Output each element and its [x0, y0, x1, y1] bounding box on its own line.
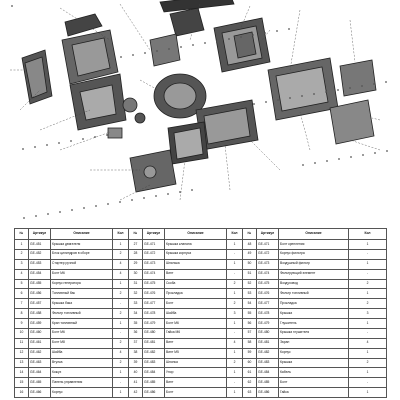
table-cell: Воздушный фильтр: [279, 259, 349, 269]
table-cell: Упор: [165, 368, 227, 378]
table-cell: GE-486: [257, 388, 279, 398]
table-cell: -: [227, 328, 243, 338]
table-cell: GE-485: [143, 378, 165, 388]
callout-dot: [179, 191, 181, 193]
callout-dot: [326, 160, 328, 162]
table-cell: 30: [129, 269, 143, 279]
parts-table: [14, 228, 387, 398]
table-cell: 57: [243, 328, 257, 338]
table-cell: 56: [243, 319, 257, 329]
table-cell: GE-476: [143, 289, 165, 299]
table-cell: 53: [243, 289, 257, 299]
table-cell: GE-472: [257, 249, 279, 259]
callout-dot: [119, 201, 121, 203]
table-cell: GE-478: [143, 309, 165, 319]
header-cell: Артикул: [29, 229, 51, 240]
table-cell: 2: [227, 358, 243, 368]
table-cell: GE-477: [143, 299, 165, 309]
table-cell: 7: [15, 299, 29, 309]
table-cell: Болт M6: [51, 269, 113, 279]
table-row: [15, 269, 387, 279]
table-cell: 1: [349, 259, 387, 269]
table-cell: 2: [349, 279, 387, 289]
table-row: [15, 309, 387, 319]
table-cell: GE-474: [143, 269, 165, 279]
callout-dot: [349, 87, 351, 89]
table-cell: 4: [113, 348, 129, 358]
table-cell: GE-478: [257, 309, 279, 319]
header-cell: Описание: [165, 229, 227, 240]
table-row: [15, 299, 387, 309]
table-cell: Болт крепления: [279, 240, 349, 250]
table-cell: GE-475: [257, 279, 279, 289]
callout-dot: [59, 211, 61, 213]
table-cell: GE-483: [257, 358, 279, 368]
table-row: [15, 378, 387, 388]
callout-dot: [385, 81, 387, 83]
callout-dot: [155, 195, 157, 197]
table-cell: GE-462: [29, 348, 51, 358]
table-cell: 6: [15, 289, 29, 299]
callout-dot: [338, 158, 340, 160]
table-cell: GE-466: [29, 388, 51, 398]
table-cell: 40: [129, 368, 143, 378]
table-cell: Кабель: [279, 368, 349, 378]
callout-dot: [106, 134, 108, 136]
table-cell: GE-480: [257, 328, 279, 338]
table-row: [15, 338, 387, 348]
header-cell: Описание: [51, 229, 113, 240]
table-cell: GE-481: [257, 338, 279, 348]
callout-dot: [192, 44, 194, 46]
table-cell: 1: [227, 319, 243, 329]
callout-dot: [252, 34, 254, 36]
table-cell: 1: [227, 348, 243, 358]
table-cell: 48: [243, 240, 257, 250]
callout-dot: [23, 217, 25, 219]
callout-dot: [217, 109, 219, 111]
table-cell: 1: [349, 240, 387, 250]
callout-dot: [46, 144, 48, 146]
table-cell: 14: [15, 368, 29, 378]
table-cell: 1: [349, 388, 387, 398]
table-cell: 4: [227, 338, 243, 348]
table-cell: GE-482: [257, 348, 279, 358]
table-cell: Шпилька: [165, 259, 227, 269]
table-cell: GE-474: [257, 269, 279, 279]
table-cell: -: [349, 378, 387, 388]
callout-dot: [131, 199, 133, 201]
callout-dot: [70, 140, 72, 142]
table-cell: Винт: [165, 378, 227, 388]
table-cell: GE-459: [29, 319, 51, 329]
callout-dot: [240, 36, 242, 38]
table-cell: Шайба: [51, 348, 113, 358]
callout-dot: [229, 107, 231, 109]
callout-dot: [277, 99, 279, 101]
table-cell: 27: [129, 240, 143, 250]
callout-dot: [361, 85, 363, 87]
header-cell: №: [129, 229, 143, 240]
table-cell: Экран: [279, 338, 349, 348]
callout-dot: [58, 142, 60, 144]
table-cell: Крышка бака: [51, 299, 113, 309]
table-cell: 2: [349, 358, 387, 368]
table-cell: GE-463: [29, 358, 51, 368]
table-cell: 42: [129, 388, 143, 398]
callout-dot: [107, 203, 109, 205]
parts-table-body: [15, 240, 387, 398]
table-cell: GE-465: [29, 378, 51, 388]
table-cell: 1: [349, 348, 387, 358]
table-cell: 1: [349, 319, 387, 329]
table-cell: GE-485: [257, 378, 279, 388]
table-cell: GE-460: [29, 328, 51, 338]
table-cell: GE-482: [143, 348, 165, 358]
table-cell: -: [349, 249, 387, 259]
table-row: [15, 328, 387, 338]
table-cell: 31: [129, 279, 143, 289]
table-cell: Блок цилиндров в сборе: [51, 249, 113, 259]
table-cell: Крышка двигателя: [51, 240, 113, 250]
table-cell: Болт: [165, 299, 227, 309]
table-cell: GE-452: [29, 249, 51, 259]
callout-dot: [180, 46, 182, 48]
table-cell: 51: [243, 269, 257, 279]
table-cell: 2: [113, 338, 129, 348]
table-row: [15, 348, 387, 358]
table-cell: Топливный бак: [51, 289, 113, 299]
table-cell: 1: [349, 289, 387, 299]
table-cell: GE-483: [143, 358, 165, 368]
callout-dot: [82, 138, 84, 140]
callout-dot: [191, 189, 193, 191]
header-cell: №: [15, 229, 29, 240]
table-cell: -: [113, 378, 129, 388]
table-cell: Винт M5: [165, 348, 227, 358]
table-row: [15, 368, 387, 378]
table-cell: 1: [113, 319, 129, 329]
table-cell: -: [113, 299, 129, 309]
table-row: [15, 319, 387, 329]
table-cell: GE-486: [143, 388, 165, 398]
table-cell: 32: [129, 289, 143, 299]
header-cell: Кол: [349, 229, 387, 240]
callout-dot: [120, 56, 122, 58]
table-cell: 28: [129, 249, 143, 259]
table-cell: GE-484: [143, 368, 165, 378]
table-cell: 16: [15, 388, 29, 398]
callout-dot: [11, 5, 13, 7]
callout-dot: [167, 193, 169, 195]
table-cell: 4: [349, 338, 387, 348]
callout-dot: [276, 30, 278, 32]
table-cell: GE-464: [29, 368, 51, 378]
table-cell: 3: [15, 259, 29, 269]
table-cell: 2: [113, 358, 129, 368]
callout-dot: [325, 91, 327, 93]
table-cell: 1: [227, 368, 243, 378]
table-row: [15, 388, 387, 398]
header-cell: №: [243, 229, 257, 240]
header-cell: Кол: [113, 229, 129, 240]
table-cell: GE-457: [29, 299, 51, 309]
table-cell: 4: [113, 269, 129, 279]
table-cell: -: [227, 249, 243, 259]
callout-dot: [47, 213, 49, 215]
table-cell: Гайка М6: [165, 328, 227, 338]
callout-dot: [22, 148, 24, 150]
table-cell: 1: [113, 368, 129, 378]
table-cell: Болт: [279, 378, 349, 388]
table-cell: Болт М6: [165, 319, 227, 329]
table-cell: GE-476: [257, 289, 279, 299]
table-cell: -: [227, 378, 243, 388]
table-cell: 38: [129, 348, 143, 358]
table-cell: GE-477: [257, 299, 279, 309]
header-cell: Артикул: [257, 229, 279, 240]
table-cell: 60: [243, 358, 257, 368]
table-cell: Болт М6: [51, 328, 113, 338]
table-cell: 35: [129, 319, 143, 329]
callout-dot: [132, 54, 134, 56]
table-cell: GE-479: [143, 319, 165, 329]
table-cell: Воздуховод: [279, 279, 349, 289]
table-cell: Прокладка: [165, 289, 227, 299]
callout-dot: [302, 164, 304, 166]
table-cell: 15: [15, 378, 29, 388]
table-cell: 37: [129, 338, 143, 348]
header-cell: Артикул: [143, 229, 165, 240]
diagram-parts: [22, 0, 376, 192]
table-cell: GE-461: [29, 338, 51, 348]
table-cell: 1: [227, 388, 243, 398]
table-cell: Крышка глушителя: [279, 328, 349, 338]
table-cell: 1: [113, 240, 129, 250]
table-cell: -: [349, 269, 387, 279]
table-cell: 13: [15, 358, 29, 368]
table-cell: 1: [227, 289, 243, 299]
callout-dot: [35, 215, 37, 217]
header-cell: Описание: [279, 229, 349, 240]
table-cell: 34: [129, 309, 143, 319]
table-cell: GE-455: [29, 279, 51, 289]
callout-dot: [34, 146, 36, 148]
callout-dot: [264, 32, 266, 34]
table-row: [15, 279, 387, 289]
callout-dot: [350, 156, 352, 158]
table-cell: GE-479: [257, 319, 279, 329]
table-cell: 63: [243, 388, 257, 398]
header-cell: Кол: [227, 229, 243, 240]
table-cell: Скоба: [165, 279, 227, 289]
table-cell: 2: [15, 249, 29, 259]
table-cell: Болт: [165, 388, 227, 398]
table-cell: GE-480: [143, 328, 165, 338]
callout-dot: [265, 101, 267, 103]
table-cell: 62: [243, 378, 257, 388]
callout-dot: [314, 162, 316, 164]
table-cell: GE-473: [257, 259, 279, 269]
table-cell: GE-451: [29, 240, 51, 250]
callout-dot: [143, 197, 145, 199]
table-cell: 1: [227, 259, 243, 269]
callout-dot: [94, 136, 96, 138]
callout-dot: [288, 28, 290, 30]
callout-dot: [337, 89, 339, 91]
table-cell: Фильтрующий элемент: [279, 269, 349, 279]
callout-dot: [83, 207, 85, 209]
table-cell: Стартер ручной: [51, 259, 113, 269]
callout-dot: [228, 38, 230, 40]
callout-dot: [373, 83, 375, 85]
table-cell: 29: [129, 259, 143, 269]
table-cell: 1: [113, 388, 129, 398]
table-cell: Винт: [165, 338, 227, 348]
table-cell: Крышка: [279, 358, 349, 368]
table-cell: 1: [227, 240, 243, 250]
callout-dot: [374, 152, 376, 154]
table-cell: 5: [15, 279, 29, 289]
table-cell: 4: [113, 259, 129, 269]
table-row: [15, 240, 387, 250]
table-cell: GE-471: [257, 240, 279, 250]
table-cell: 2: [227, 279, 243, 289]
table-cell: GE-454: [29, 269, 51, 279]
table-cell: GE-471: [143, 240, 165, 250]
table-cell: 2: [113, 309, 129, 319]
table-cell: 41: [129, 378, 143, 388]
table-cell: 3: [349, 309, 387, 319]
table-cell: GE-481: [143, 338, 165, 348]
table-cell: 2: [227, 299, 243, 309]
table-cell: Болт M8: [51, 338, 113, 348]
callout-dot: [241, 105, 243, 107]
table-cell: Шайба: [165, 309, 227, 319]
table-cell: 3: [227, 309, 243, 319]
table-cell: 33: [129, 299, 143, 309]
table-cell: 59: [243, 348, 257, 358]
table-cell: 36: [129, 328, 143, 338]
table-cell: 39: [129, 358, 143, 368]
table-cell: Глушитель: [279, 319, 349, 329]
callout-dot: [362, 154, 364, 156]
table-cell: Прокладка: [279, 299, 349, 309]
table-cell: Крышка корпуса: [165, 249, 227, 259]
table-cell: 1: [349, 368, 387, 378]
table-cell: 54: [243, 299, 257, 309]
table-row: [15, 289, 387, 299]
table-cell: Корпус: [51, 388, 113, 398]
table-cell: 55: [243, 309, 257, 319]
table-cell: 11: [15, 338, 29, 348]
table-cell: Гайка: [279, 388, 349, 398]
table-cell: GE-456: [29, 289, 51, 299]
table-cell: GE-475: [143, 279, 165, 289]
callout-dot: [301, 95, 303, 97]
callout-dot: [108, 58, 110, 60]
table-cell: 4: [15, 269, 29, 279]
table-cell: Винт: [165, 269, 227, 279]
table-cell: 1: [113, 279, 129, 289]
table-row: [15, 249, 387, 259]
table-cell: Корпус фильтра: [279, 249, 349, 259]
table-header-row: [15, 229, 387, 240]
table-cell: 2: [113, 249, 129, 259]
callout-dot: [95, 205, 97, 207]
callout-dot: [168, 48, 170, 50]
table-cell: Фильтр топливный: [51, 309, 113, 319]
table-cell: Кожух: [51, 368, 113, 378]
callout-dot: [216, 40, 218, 42]
table-cell: -: [113, 328, 129, 338]
callout-dot: [253, 103, 255, 105]
table-cell: GE-473: [143, 259, 165, 269]
table-cell: Панель управления: [51, 378, 113, 388]
table-cell: Фильтр топливный: [279, 289, 349, 299]
table-cell: GE-472: [143, 249, 165, 259]
table-cell: Крышка: [279, 309, 349, 319]
table-cell: 58: [243, 338, 257, 348]
callout-dot: [313, 93, 315, 95]
table-row: [15, 259, 387, 269]
callout-dot: [156, 50, 158, 52]
callout-dot: [204, 42, 206, 44]
table-cell: Корпус: [279, 348, 349, 358]
callout-dot: [289, 97, 291, 99]
table-cell: GE-458: [29, 309, 51, 319]
table-cell: Корпус генератора: [51, 279, 113, 289]
table-cell: 61: [243, 368, 257, 378]
callout-dot: [205, 111, 207, 113]
table-cell: 50: [243, 259, 257, 269]
callout-dot: [71, 209, 73, 211]
table-row: [15, 358, 387, 368]
table-cell: 49: [243, 249, 257, 259]
table-cell: GE-484: [257, 368, 279, 378]
table-cell: 2: [349, 299, 387, 309]
table-cell: 9: [15, 319, 29, 329]
table-cell: Шпонка: [165, 358, 227, 368]
table-cell: Кран топливный: [51, 319, 113, 329]
table-cell: GE-453: [29, 259, 51, 269]
table-cell: 52: [243, 279, 257, 289]
table-cell: 1: [15, 240, 29, 250]
table-cell: -: [349, 328, 387, 338]
callout-dot: [386, 150, 388, 152]
table-cell: 8: [15, 309, 29, 319]
table-cell: 2: [113, 289, 129, 299]
table-cell: 10: [15, 328, 29, 338]
table-cell: 12: [15, 348, 29, 358]
callout-dot: [144, 52, 146, 54]
table-cell: Втулка: [51, 358, 113, 368]
table-cell: Крышка клапана: [165, 240, 227, 250]
table-cell: -: [227, 269, 243, 279]
